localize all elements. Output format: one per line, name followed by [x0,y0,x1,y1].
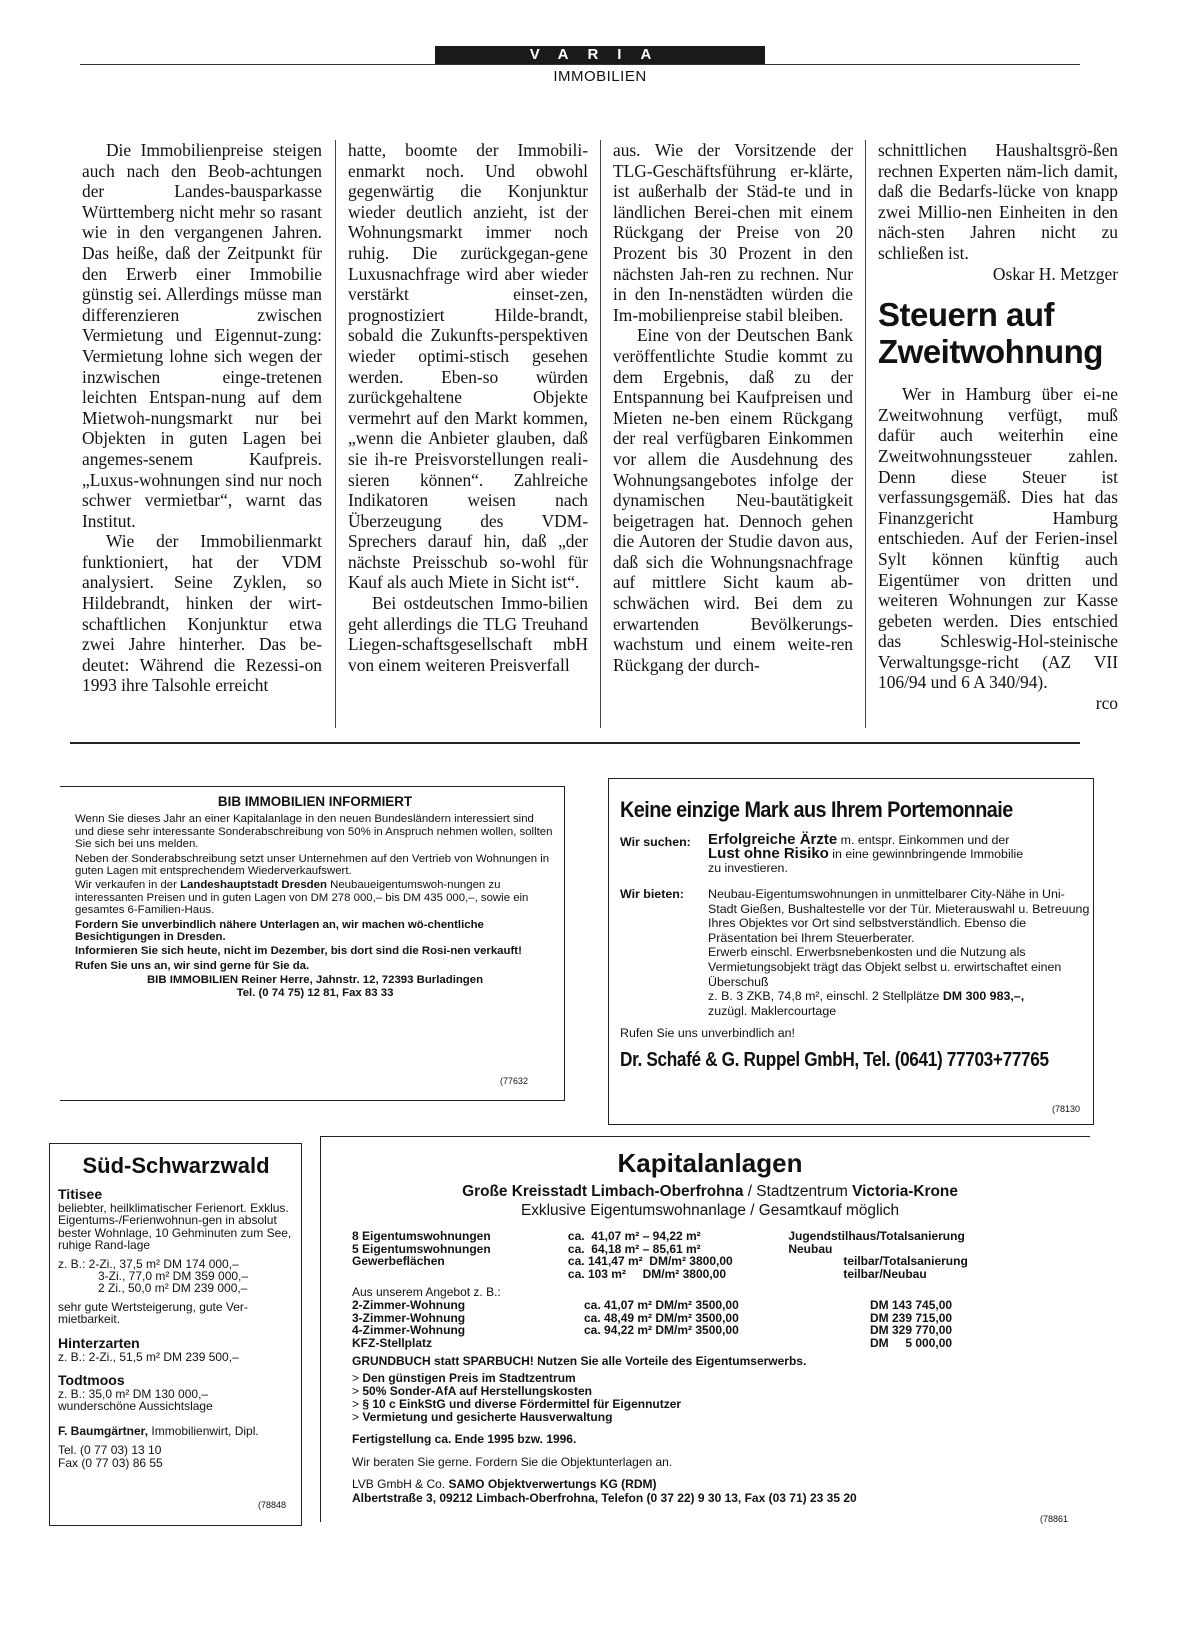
ad-bieten-block: Wir bieten: Neubau-Eigentumswohnungen in unmittelbarer City-Nähe in Uni-Stadt Gießen, Bushaltestelle vor der Tür. Mieterauswahl u. Betreuung Ihres Objektes vor Ort sind selbstverständlich. Ebenso die Präsentation bei Ihrem Steuerberater. Erwerb einschl. Erwerbsnebenkosten und die Nutzung als Vermietungsobjekt trägt das Objekt selbst u. erwirtschaftet einen Überschuß z. B. 3 ZKB, 74,8 m², einschl. 2 Stellplätze DM 300 983,–, zuzügl. Maklercourtage [620,887,1090,1018]
ad-paragraph: z. B.: 2-Zi., 51,5 m² DM 239 500,– [58,1349,239,1364]
table-cell: ca. 141,47 m² DM/m² 3800,00 [567,1254,733,1269]
ad-suchen-block: Wir suchen: Erfolgreiche Ärzte m. entspr. Einkommen und der Lust ohne Risiko in eine gewinnbringende Immobilie zu investieren. [620,831,1024,875]
ad-side-rule [564,786,565,1101]
ad-schafe-ruppel [620,797,1090,1072]
ad-contact: Dr. Schafé & G. Ruppel GmbH, Tel. (0641) 77703+77765 [620,1049,1049,1072]
ad-paragraph: Wir verkaufen in der Landeshauptstadt Dresden Neubaueigentumswoh-nungen zu interessanten Preisen und in guten Lagen von DM 278 000,– bis DM 435 000,–, sowie ein gesamtes 6-Familien-Haus. [75,879,529,917]
ad-paragraph: Fordern Sie unverbindlich nähere Unterlagen an, wir machen wö-chentliche Besichtigungen in Dresden. [75,918,484,944]
location-heading: Hinterzarten [58,1334,140,1351]
table-row [352,1324,1070,1337]
offer-table [352,1299,1070,1349]
article-text: Wer in Hamburg über ei-ne Zweitwohnung verfügt, muß dafür auch weiterhin eine Zweitwohnungssteuer zahlen. Denn diese Steuer ist verfassungsgemäß. Dies hat das Finanzgericht Hamburg entschieden. Auf der Ferien-insel Sylt können künftig auch Eigentümer von dritten und weiteren Wohnungen zur Kasse gebeten werden. Dies entschied das Schleswig-Hol-steinische Verwaltungsge-richt (AZ VII 106/94 und 6 A 340/94). [878,384,1118,693]
ad-label: Wir suchen: [620,835,691,849]
column-divider [865,140,866,728]
table-cell: ca. 64,18 m² – 85,61 m² [567,1241,701,1256]
ad-paragraph: wunderschöne Aussichtslage [58,1399,213,1414]
table-cell: 4-Zimmer-Wohnung [352,1323,466,1338]
table-cell: KFZ-Stellplatz [352,1335,432,1350]
ad-code: (78848 [258,1500,287,1510]
ad-contact: Tel. (0 74 75) 12 81, Fax 83 33 [236,986,394,999]
ad-title: Keine einzige Mark aus Ihrem Portemonnaie [620,797,1013,822]
price-list: z. B.: 2-Zi., 37,5 m² DM 174 000,– 3-Zi., 77,0 m² DM 359 000,– 2 Zi., 50,0 m² DM 239 000,– [58,1256,249,1296]
table-cell: teilbar/Neubau [843,1266,927,1281]
ad-title: Kapitalanlagen [617,1148,803,1178]
table-cell: 2-Zimmer-Wohnung [352,1297,466,1312]
ad-contact: BIB IMMOBILIEN Reiner Herre, Jahnstr. 12, 72393 Burladingen [146,974,484,987]
ad-contact: LVB GmbH & Co. SAMO Objektverwertungs KG (RDM) [352,1477,657,1492]
ad-paragraph: Rufen Sie uns an, wir sind gerne für Sie da. [75,959,310,972]
article-text: schnittlichen Haushaltsgrö-ßen rechnen Experten näm-lich damit, daß die Bedarfs-lücke von knapp zwei Millio-nen Einheiten in den näch-sten Jahren nicht zu schließen ist. [878,140,1118,263]
ad-code: (78130 [1052,1104,1081,1114]
benefit-item: > 50% Sonder-AfA auf Herstellungskosten [352,1384,592,1399]
completion-note: Fertigstellung ca. Ende 1995 bzw. 1996. [352,1432,577,1447]
table-cell: ca. 41,07 m² DM/m² 3500,00 [584,1297,739,1312]
ad-title: BIB IMMOBILIEN INFORMIERT [217,794,413,809]
table-cell: Gewerbeflächen [352,1254,445,1269]
ad-bib-immobilien [75,796,555,999]
table-cell: ca. 48,49 m² DM/m² 3500,00 [584,1310,739,1325]
article-paragraph: Die Immobilienpreise steigen auch nach den Beob-achtungen der Landes-bausparkasse Württemberg nicht mehr so rasant wie in den vergangenen Jahren. Das heiße, daß der Zeitpunkt für den Erwerb einer Immobilie günstig sei. Allerdings müsse man differenzieren zwischen Vermietung und Eigennut-zung: Vermietung lohne sich wegen der inzwischen einge-tretenen leichten Entspan-nung auf dem Mietwoh-nungsmarkt nur bei Objekten in guten Lagen bei angemes-senem Kaufpreis. „Luxus-wohnungen sind nur noch schwer vermietbar“, warnt das Institut. [82,140,322,531]
offer-intro: Aus unserem Angebot z. B.: [352,1285,501,1300]
author-signature: rco [1095,693,1118,714]
article-paragraph: Bei ostdeutschen Immo-bilien geht allerdings die TLG Treuhand Liegen-schaftsgesellschaft mbH von einem weiteren Preisverfall [348,593,588,675]
article-column-3 [613,140,853,675]
ad-address: Albertstraße 3, 09212 Limbach-Oberfrohna, Telefon (0 37 22) 9 30 13, Fax (03 71) 23 35 20 [352,1491,857,1506]
table-cell [352,1268,568,1281]
table-row [352,1255,1080,1268]
chevron-right-icon: > [352,1384,363,1399]
table-cell: ca. 94,22 m² DM/m² 3500,00 [584,1323,739,1338]
ad-paragraph: beliebter, heilklimatischer Ferienort. Exklus. Eigentums-/Ferienwohnun-gen in absolut bester Wohnlage, 10 Gehminuten zum See, ruhige Rand-lage [58,1201,292,1253]
chevron-right-icon: > [352,1410,363,1425]
ad-title: Süd-Schwarzwald [82,1153,270,1178]
article-paragraph [878,384,1118,714]
author-signature: Oskar H. Metzger [992,263,1118,284]
article-paragraph: Wie der Immobilienmarkt funktioniert, hat der VDM analysiert. Seine Zyklen, so Hildebrandt, hinken der wirt-schaftlichen Konjunktur etwa zwei Jahre hinterher. Das be-deutet: Während die Rezessi-on 1993 ihre Talsohle erreicht [82,531,322,696]
table-cell: teilbar/Totalsanierung [843,1254,968,1269]
ad-kapitalanlagen [340,1148,1080,1505]
table-cell: DM 329 770,00 [870,1323,953,1338]
table-row [352,1230,1080,1243]
article-paragraph: aus. Wie der Vorsitzende der TLG-Geschäftsführung er-klärte, ist außerhalb der Städ-te und in ländlichen Berei-chen mit einem Rückgang der Preise von 20 Prozent bis 30 Prozent in den nächsten Jah-ren zu rechnen. Nur in den In-nenstädten würden die Im-mobilienpreise stabil bleiben. [613,140,853,325]
table-row [352,1268,1080,1281]
article-bottom-rule [70,742,1080,744]
ad-paragraph: Neben der Sonderabschreibung setzt unser Unternehmen auf den Vertrieb von Wohnungen in guten Lagen mit entsprechendem Wiederverkaufswert. [75,852,550,878]
table-cell: ca. 41,07 m² – 94,22 m² [567,1229,701,1243]
ad-top-rule [60,786,565,787]
chevron-right-icon: > [352,1397,363,1412]
article-headline: Steuern auf Zweitwohnung [878,296,1103,371]
table-cell: DM 5 000,00 [870,1335,953,1350]
header-rule [80,64,1080,65]
ad-bottom-rule [60,1100,565,1101]
ad-paragraph: sehr gute Wertsteigerung, gute Ver-mietbarkeit. [58,1299,248,1327]
ad-label: Wir bieten: [620,887,684,901]
ad-paragraph: Wenn Sie dieses Jahr an einer Kapitalanlage in den neuen Bundesländern interessiert sind und diese sehr interessante Sonderabschreibung von 50% in Anspruch nehmen wollen, sollten Sie sich bei uns melden. [75,813,553,851]
table-cell: Neubau [788,1241,833,1256]
table-cell: Jugendstilhaus/Totalsanierung [788,1229,965,1243]
column-divider [600,140,601,728]
table-cell: DM 239 715,00 [870,1310,953,1325]
ad-sued-schwarzwald [58,1152,294,1469]
ad-paragraph: Informieren Sie sich heute, nicht im Dezember, bis dort sind die Rosi-nen verkauft! [75,945,522,958]
table-cell: DM 143 745,00 [870,1297,953,1312]
benefit-item: > § 10 c EinkStG und diverse Fördermittel für Eigennutzer [352,1397,682,1412]
table-cell [584,1337,870,1350]
city-name: Landeshauptstadt Dresden [180,879,327,892]
benefit-item: > Vermietung und gesicherte Hausverwaltung [352,1410,613,1425]
ad-code: (78861 [1040,1514,1069,1524]
article-column-2 [348,140,588,675]
article-column-1 [82,140,322,696]
grundbuch-note: GRUNDBUCH statt SPARBUCH! Nutzen Sie alle Vorteile des Eigentumserwerbs. [352,1354,807,1369]
ad-call-to-action: Rufen Sie uns unverbindlich an! [620,1026,795,1041]
fax: Fax (0 77 03) 86 55 [58,1455,163,1470]
table-cell: 8 Eigentumswohnungen [352,1229,491,1243]
ad-subtitle: Exklusive Eigentumswohnanlage / Gesamtkauf möglich [520,1202,900,1219]
article-paragraph: Eine von der Deutschen Bank veröffentlichte Studie kommt zu dem Ergebnis, daß zu der Entspannung bei Kaufpreisen und Mieten ne-ben einem Rückgang der real verfügbaren Einkommen vor allem die Ausdehnung des Wohnungsangebotes infolge der dynamischen Neu-bautätigkeit beigetragen hat. Dennoch gehen die Autoren der Studie davon aus, daß sich die Wohnungsnachfrage auf mittlere Sicht kaum ab-schwächen wird. Bei dem zu erwartenden Bevölkerungs-wachstum und einem weite-ren Rückgang der durch- [613,325,853,675]
table-cell: 5 Eigentumswohnungen [352,1241,491,1256]
section-banner: VARIA [435,46,765,64]
section-subtitle: IMMOBILIEN [553,68,647,85]
article-paragraph [878,140,1118,284]
advice-note: Wir beraten Sie gerne. Fordern Sie die Objektunterlagen an. [352,1455,673,1470]
benefit-item: > Den günstigen Preis im Stadtzentrum [352,1371,576,1386]
table-row [352,1337,1070,1350]
agent-name: F. Baumgärtner, Immobilienwirt, Dipl. [58,1423,259,1438]
article-paragraph: hatte, boomte der Immobili-enmarkt noch. Und obwohl gegenwärtig die Konjunktur wieder deutlich anzieht, ist der Wohnungsmarkt immer noch ruhig. Die zurückgegan-gene Luxusnachfrage wird aber wieder verstärkt einset-zen, prognostiziert Hilde-brandt, sobald die Zukunfts-perspektiven wieder optimi-stisch gesehen werden. Eben-so würden zurückgehaltene Objekte vermehrt auf den Markt kommen, „wenn die Anbieter glauben, daß sie ih-re Preisvorstellungen reali-sieren können“. Zahlreiche Indikatoren weisen nach Überzeugung des VDM-Sprechers darauf hin, daß „der nächste Preisschub so-wohl für Kauf als auch Miete in Sicht ist“. [348,140,588,593]
location-heading: Todtmoos [58,1372,125,1389]
chevron-right-icon: > [352,1371,363,1386]
benefit-list [352,1372,1080,1424]
location-heading: Titisee [58,1186,103,1202]
ad-code: (77632 [500,1076,529,1086]
table-row [352,1299,1070,1312]
article-column-4 [878,140,1118,714]
column-divider [335,140,336,728]
units-table [352,1230,1080,1280]
ad-paragraph: z. B.: 35,0 m² DM 130 000,– [58,1387,209,1402]
ad-subtitle: Große Kreisstadt Limbach-Oberfrohna / Stadtzentrum Victoria-Krone [462,1183,958,1200]
ad-top-rule [320,1136,1090,1137]
table-cell: 3-Zimmer-Wohnung [352,1310,466,1325]
phone: Tel. (0 77 03) 13 10 [58,1443,162,1458]
table-cell: ca. 103 m² DM/m² 3800,00 [567,1266,727,1281]
ad-side-rule [320,1136,321,1522]
